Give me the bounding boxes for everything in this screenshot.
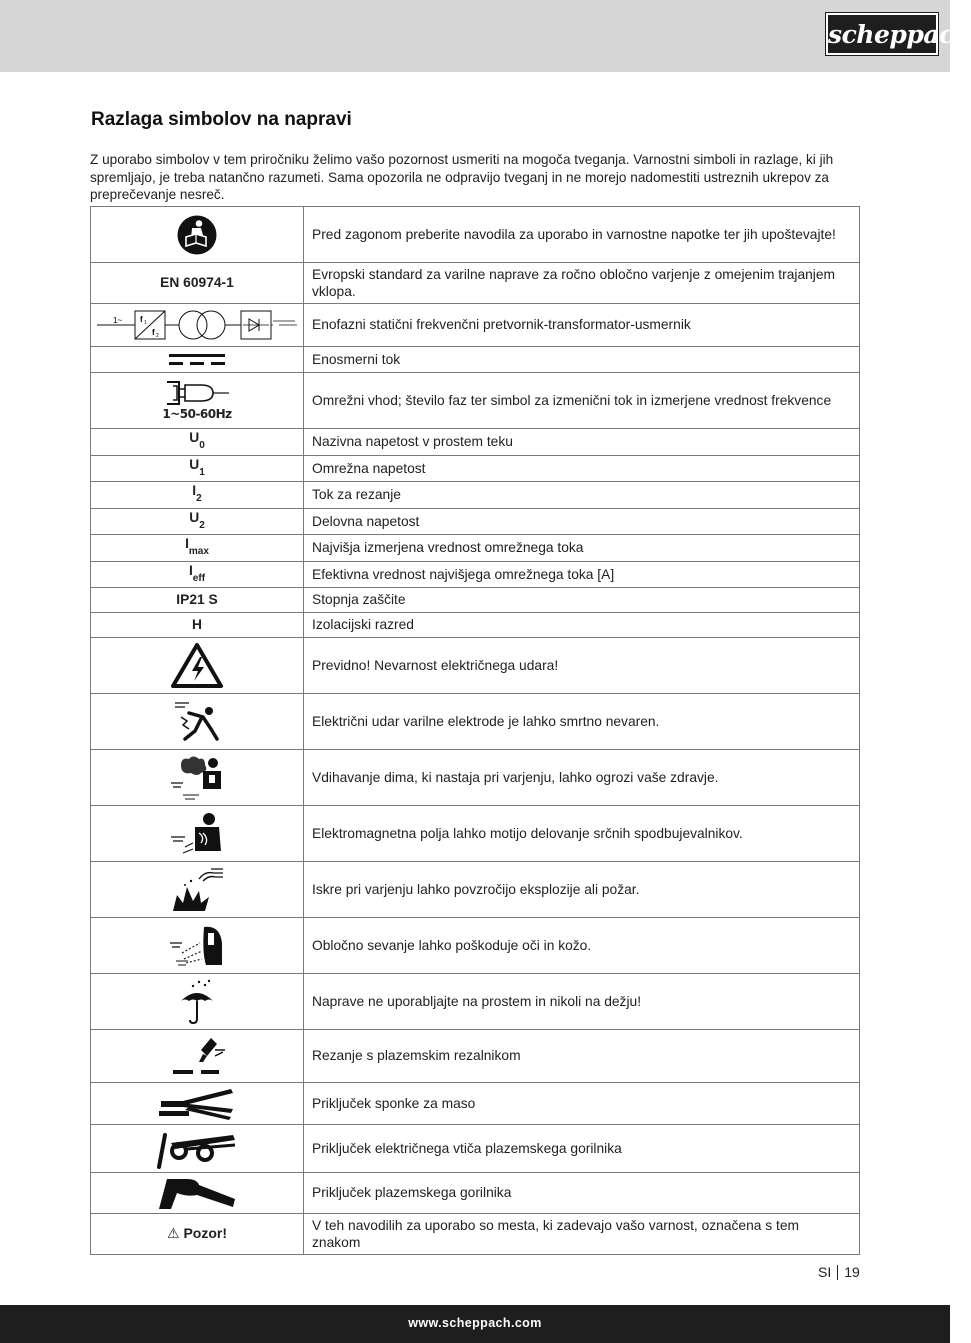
symbol-description: Iskre pri varjenju lahko povzročijo eksplozije ali požar. — [304, 862, 860, 918]
footer-url: www.scheppach.com — [408, 1316, 542, 1330]
symbol-code: $I_{max}$ — [91, 535, 304, 562]
table-row — [91, 806, 860, 862]
table-row — [91, 974, 860, 1030]
table-row — [91, 862, 860, 918]
sparks-explosion-icon — [169, 867, 225, 913]
symbol-description: Obločno sevanje lahko poškoduje oči in kožo. — [304, 918, 860, 974]
symbol-description: Rezanje s plazemskim rezalnikom — [304, 1030, 860, 1083]
phase-text: 1~ — [113, 316, 123, 325]
arc-radiation-icon — [168, 923, 226, 969]
f2-sub: 2 — [156, 333, 159, 339]
symbol-description: Priključek sponke za maso — [304, 1083, 860, 1125]
table-row — [91, 508, 860, 535]
symbol-description: Previdno! Nevarnost električnega udara! — [304, 638, 860, 694]
table-row — [91, 373, 860, 429]
f1-text: f — [140, 315, 143, 324]
header-bar — [0, 0, 971, 72]
symbol-description: Delovna napetost — [304, 508, 860, 535]
table-row — [91, 1083, 860, 1125]
caution-label: ⚠ Pozor! — [91, 1214, 304, 1255]
symbols-table — [90, 206, 860, 1255]
footer-bar — [0, 1305, 950, 1343]
symbol-description: Pred zagonom preberite navodila za uporabo in varnostne napotke ter jih upoštevajte! — [304, 207, 860, 263]
symbol-description: Izolacijski razred — [304, 613, 860, 638]
symbol-description: Stopnja zaščite — [304, 588, 860, 613]
brand-logo: scheppach — [826, 13, 938, 55]
plasma-cutting-icon — [167, 1036, 227, 1076]
symbol-description: V teh navodilih za uporabo so mesta, ki zadevajo vašo varnost, označena s tem znakom — [304, 1214, 860, 1255]
symbol-description: Omrežni vhod; število faz ter simbol za izmenični tok in izmerjene vrednost frekvence — [304, 373, 860, 429]
table-row — [91, 455, 860, 482]
page-number: SI 19 — [818, 1264, 860, 1280]
high-voltage-warning-icon — [171, 643, 223, 689]
f1-sub: 1 — [144, 320, 147, 326]
table-row — [91, 263, 860, 304]
symbol-code: $I_{eff}$ — [91, 561, 304, 588]
electric-shock-icon — [171, 699, 223, 745]
intro-paragraph: Z uporabo simbolov v tem priročniku želimo vašo pozornost usmeriti na mogoča tveganja. Varnostni simboli in razlage, ki jih spremljajo, je treba natančno razumeti. Sama opozorila ne odpravijo tveganj in ne morejo nadomestiti ustreznih ukrepov za preprečevanje nesreč. — [90, 152, 834, 202]
symbol-description: Priključek plazemskega gorilnika — [304, 1173, 860, 1214]
symbol-description: Tok za rezanje — [304, 482, 860, 509]
direct-current-icon — [169, 353, 225, 367]
table-row — [91, 1173, 860, 1214]
torch-plug-icon — [157, 1129, 237, 1169]
table-row — [91, 918, 860, 974]
symbol-description: Elektromagnetna polja lahko motijo delovanje srčnih spodbujevalnikov. — [304, 806, 860, 862]
symbol-code: $I_2$ — [91, 482, 304, 509]
mains-plug-icon — [157, 380, 237, 406]
table-row — [91, 561, 860, 588]
inverter-transformer-rectifier-icon — [97, 307, 297, 343]
symbol-description: Najvišja izmerjena vrednost omrežnega toka — [304, 535, 860, 562]
section-title: Razlaga simbolov na napravi — [91, 109, 352, 130]
f2-text: f — [152, 328, 155, 337]
welding-fumes-icon — [169, 755, 225, 801]
table-row — [91, 207, 860, 263]
ground-clamp-icon — [159, 1087, 235, 1121]
symbol-code: $U_1$ — [91, 455, 304, 482]
symbol-description: Naprave ne uporabljajte na prostem in nikoli na dežju! — [304, 974, 860, 1030]
table-row — [91, 1030, 860, 1083]
table-row — [91, 535, 860, 562]
page-number-divider — [837, 1265, 838, 1280]
table-row — [91, 638, 860, 694]
symbol-description: Vdihavanje dima, ki nastaja pri varjenju, lahko ogrozi vaše zdravje. — [304, 750, 860, 806]
pacemaker-warning-icon — [169, 811, 225, 857]
standard-label: EN 60974-1 — [91, 263, 304, 304]
table-row — [91, 482, 860, 509]
table-row — [91, 694, 860, 750]
symbol-code: $U_2$ — [91, 508, 304, 535]
table-row — [91, 613, 860, 638]
symbol-code: IP21 S — [91, 588, 304, 613]
table-row — [91, 1125, 860, 1173]
symbol-description: Enosmerni tok — [304, 347, 860, 373]
symbol-description: Evropski standard za varilne naprave za ročno obločno varjenje z omejenim trajanjem vklopa. — [304, 263, 860, 304]
symbol-description: Nazivna napetost v prostem teku — [304, 429, 860, 456]
symbol-code: H — [91, 613, 304, 638]
table-row — [91, 429, 860, 456]
frequency-caption: 1~50-60Hz — [162, 407, 232, 421]
symbol-code: $U_0$ — [91, 429, 304, 456]
table-row — [91, 588, 860, 613]
read-manual-icon — [177, 215, 217, 255]
table-row — [91, 1214, 860, 1255]
symbol-description: Enofazni statični frekvenčni pretvornik-transformator-usmernik — [304, 304, 860, 347]
symbol-description: Omrežna napetost — [304, 455, 860, 482]
symbol-description: Priključek električnega vtiča plazemskega gorilnika — [304, 1125, 860, 1173]
table-row — [91, 750, 860, 806]
table-row — [91, 304, 860, 347]
symbol-description: Električni udar varilne elektrode je lahko smrtno nevaren. — [304, 694, 860, 750]
table-row — [91, 347, 860, 373]
symbol-description: Efektivna vrednost najvišjega omrežnega toka [A] — [304, 561, 860, 588]
plasma-torch-icon — [157, 1175, 237, 1211]
umbrella-rain-icon — [177, 979, 217, 1025]
